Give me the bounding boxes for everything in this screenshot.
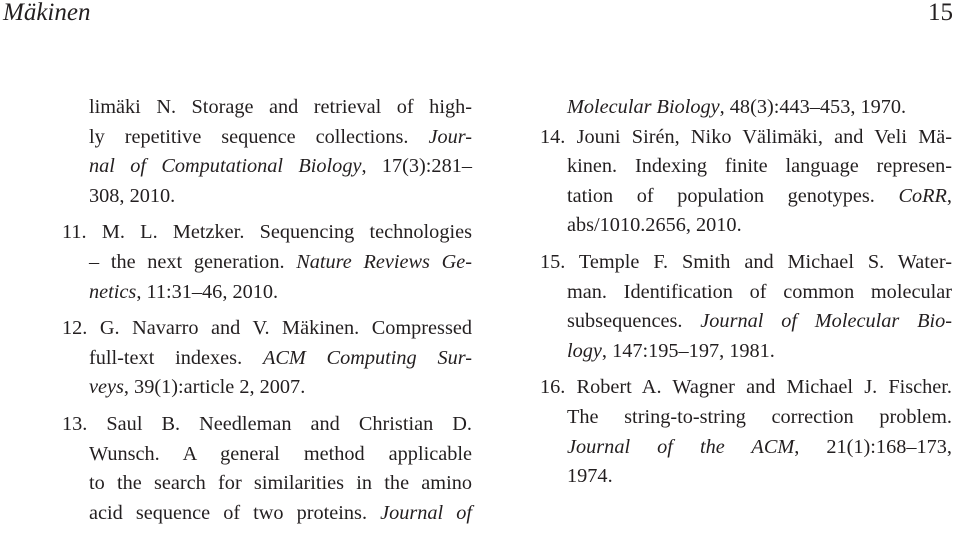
reference-text: full-text indexes.	[89, 346, 263, 369]
journal-title: nal of Computational Biology	[89, 155, 362, 178]
references-left-column	[62, 93, 472, 528]
reference-line	[540, 337, 952, 367]
reference-text: – the next generation.	[89, 250, 297, 273]
reference-line	[62, 344, 472, 374]
reference-text: , 48(3):443–453, 1970.	[719, 96, 907, 118]
reference-line: kinen. Indexing finite language represen-	[567, 155, 952, 178]
reference-text: tation of population genotypes.	[567, 184, 899, 207]
page-number: 15	[928, 0, 953, 26]
reference-line	[62, 499, 472, 529]
reference-line	[540, 307, 952, 337]
running-head	[0, 0, 959, 36]
journal-title: CoRR	[898, 184, 947, 207]
reference-line: limäki N. Storage and retrieval of high-	[89, 96, 472, 118]
reference-15: 15. Temple F. Smith and Michael S. Water-	[540, 250, 952, 273]
journal-title: Journal of Molecular Bio-	[700, 310, 952, 333]
reference-line: Wunsch. A general method applicable	[89, 442, 472, 465]
reference-text: , 39(1):article 2, 2007.	[123, 376, 306, 399]
reference-12: 12. G. Navarro and V. Mäkinen. Compressed	[62, 317, 472, 340]
journal-title: Journal of	[380, 501, 472, 524]
journal-title: Journal of the ACM	[567, 435, 795, 458]
reference-line	[62, 278, 472, 308]
reference-line	[62, 373, 472, 403]
reference-line: abs/1010.2656, 2010.	[567, 214, 742, 237]
reference-11: 11. M. L. Metzker. Sequencing technologies	[62, 221, 472, 244]
reference-text: , 17(3):281–	[361, 155, 472, 178]
reference-text: , 21(1):168–173,	[794, 435, 952, 458]
reference-line	[62, 123, 472, 153]
reference-13: 13. Saul B. Needleman and Christian D.	[62, 412, 472, 435]
running-head-author: Mäkinen	[3, 0, 91, 26]
reference-line	[540, 182, 952, 212]
reference-line	[540, 433, 952, 463]
reference-text: subsequences.	[567, 310, 701, 333]
reference-line: 1974.	[567, 465, 613, 488]
journal-title: netics	[89, 280, 137, 303]
reference-14: 14. Jouni Sirén, Niko Välimäki, and Veli Mä-	[540, 125, 952, 148]
reference-16: 16. Robert A. Wagner and Michael J. Fischer.	[540, 376, 952, 399]
reference-line	[62, 248, 472, 278]
reference-text: acid sequence of two proteins.	[89, 501, 381, 524]
reference-line	[62, 152, 472, 182]
reference-text: ,	[946, 184, 952, 207]
journal-title: Nature Reviews Ge-	[296, 250, 473, 273]
reference-text: ly repetitive sequence collections.	[89, 125, 429, 148]
reference-line: man. Identification of common molecular	[567, 280, 952, 303]
journal-title: veys	[89, 376, 124, 399]
journal-title: ACM Computing Sur-	[262, 346, 472, 369]
reference-text: , 147:195–197, 1981.	[601, 339, 775, 362]
reference-line: The string-to-string correction problem.	[567, 405, 952, 428]
reference-line	[540, 93, 952, 123]
reference-text: , 11:31–46, 2010.	[136, 280, 279, 303]
references-right-column	[540, 93, 952, 492]
reference-line: 308, 2010.	[89, 184, 176, 207]
journal-title: Molecular Biology	[567, 96, 720, 118]
reference-line: to the search for similarities in the amino	[89, 472, 472, 495]
journal-title: logy	[567, 339, 602, 362]
journal-title: Jour-	[428, 125, 472, 148]
